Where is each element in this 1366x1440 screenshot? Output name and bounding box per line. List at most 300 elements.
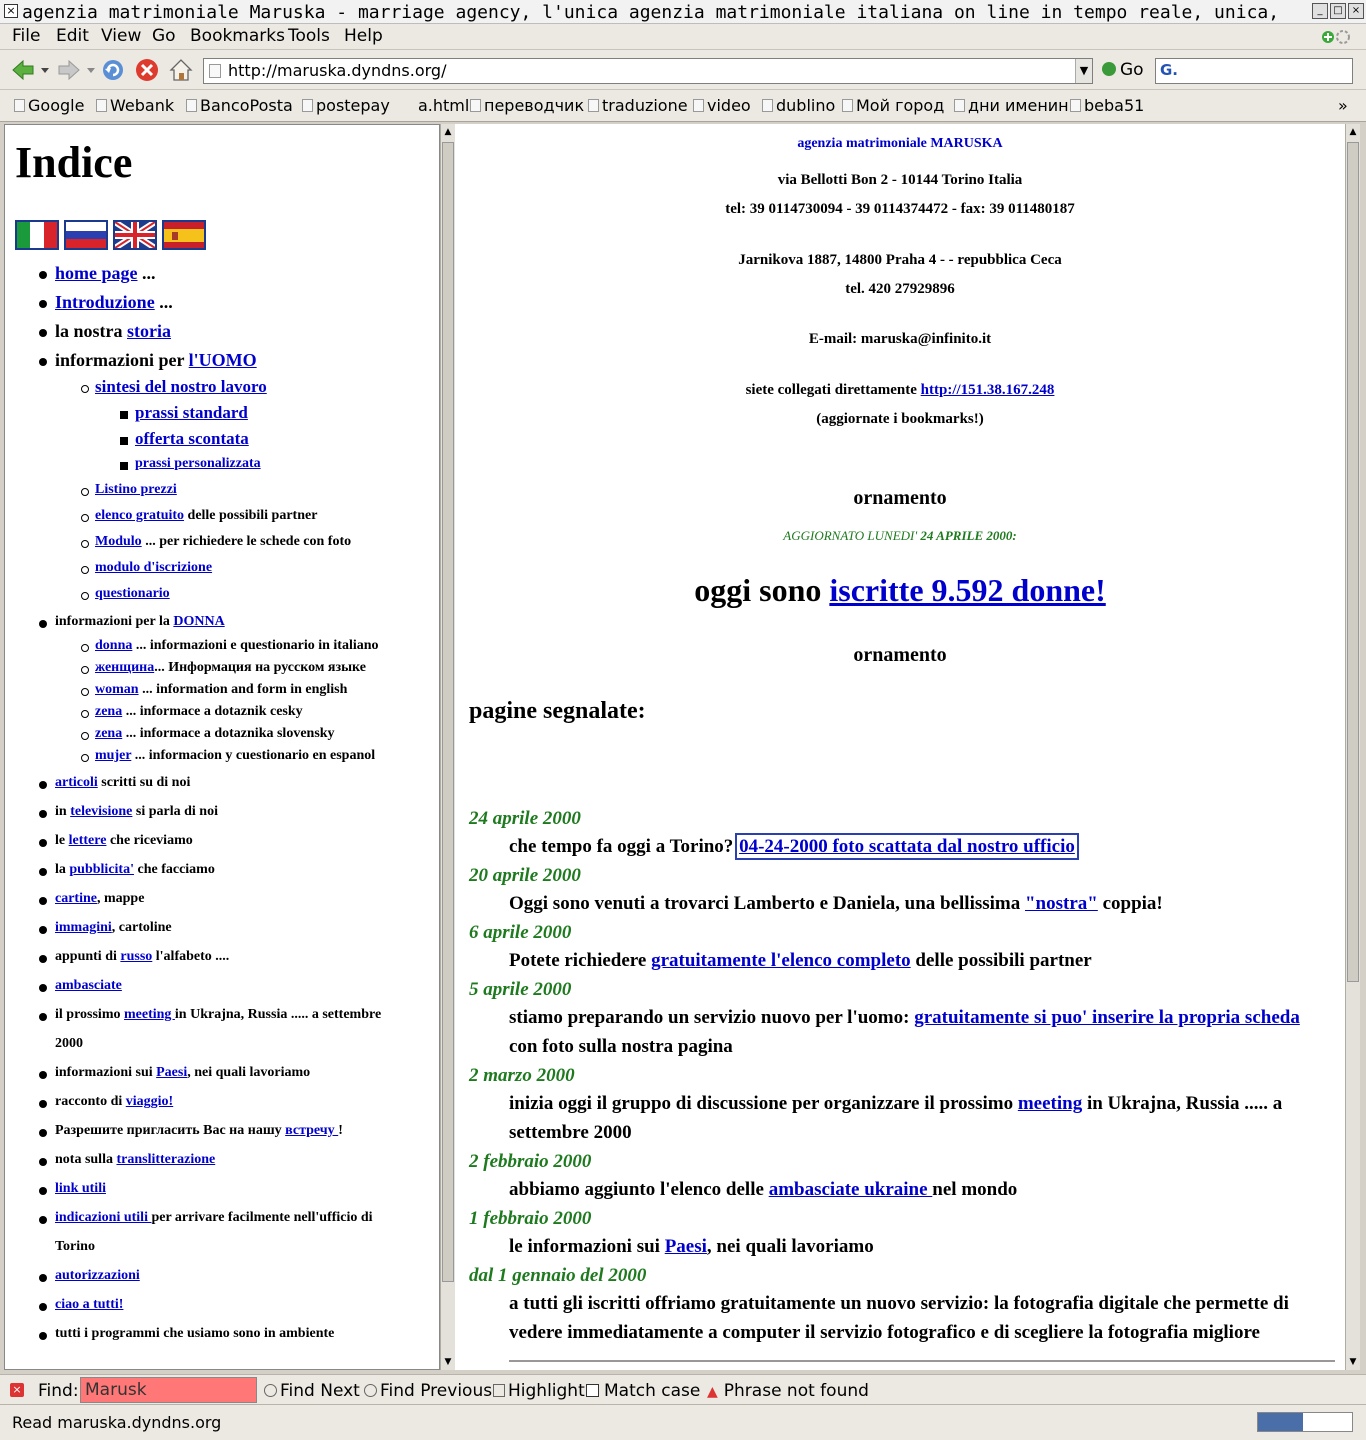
bookmark-page-icon — [762, 99, 773, 112]
news-text: , nei quali lavoriamo — [706, 1236, 874, 1257]
list-bullet — [39, 839, 47, 847]
bookmark-item[interactable] — [762, 96, 835, 115]
menu-bookmarks[interactable]: Bookmarks — [190, 26, 285, 46]
list-bullet — [81, 732, 89, 740]
bookmark-label: postepay — [316, 96, 390, 115]
index-item-link[interactable]: translitterazione — [116, 1152, 216, 1167]
index-item-link[interactable]: DONNA — [173, 614, 225, 629]
bookmark-page-icon — [842, 99, 853, 112]
index-item — [95, 660, 366, 676]
index-item-text: ... Информация на русском языке — [154, 660, 366, 675]
list-bullet — [39, 1129, 47, 1137]
bookmark-item[interactable] — [842, 96, 944, 115]
index-item-text: , mappe — [96, 891, 145, 906]
left-scrollbar[interactable] — [440, 124, 455, 1370]
headline — [455, 572, 1345, 609]
index-item — [95, 482, 177, 498]
list-bullet — [120, 437, 128, 445]
bookmark-label: traduzione — [602, 96, 688, 115]
go-label: Go — [1120, 60, 1144, 80]
index-item-link[interactable]: meeting — [123, 1007, 175, 1022]
list-bullet — [120, 462, 128, 470]
news-entry — [509, 1122, 632, 1144]
list-bullet — [39, 781, 47, 789]
direct-link-line — [455, 382, 1345, 399]
news-text: delle possibili partner — [910, 950, 1092, 971]
forward-dropdown-icon[interactable] — [86, 65, 96, 75]
news-link[interactable]: "nostra" — [1025, 893, 1098, 914]
index-item-text: la nostra — [55, 321, 127, 341]
bookmark-label: Мой город — [856, 96, 945, 115]
index-item-link[interactable]: link utili — [55, 1181, 106, 1196]
home-icon[interactable] — [168, 57, 194, 83]
index-item-link[interactable]: zena — [95, 704, 123, 719]
index-item-link[interactable]: offerta scontata — [135, 429, 249, 448]
index-item-text: informazioni per la — [55, 614, 174, 629]
url-bar[interactable] — [203, 58, 1093, 84]
index-item-link[interactable]: elenco gratuito — [95, 508, 185, 523]
find-status — [707, 1381, 869, 1401]
index-item-text: il prossimo — [55, 1007, 124, 1022]
index-item-text: ... per richiedere le schede con foto — [141, 534, 352, 549]
index-item — [55, 1181, 106, 1197]
email-address: E-mail: maruska@infinito.it — [808, 331, 992, 347]
index-item-link[interactable]: modulo d'iscrizione — [95, 560, 213, 575]
window-menu-icon[interactable]: × — [4, 4, 18, 18]
close-find-icon[interactable]: × — [10, 1383, 24, 1397]
index-item-link[interactable]: russo — [120, 949, 153, 964]
list-bullet — [81, 488, 89, 496]
list-bullet — [39, 358, 47, 366]
main-frame-content — [455, 124, 1345, 1370]
match-case-label: Match case — [604, 1381, 701, 1401]
index-item — [95, 638, 379, 654]
list-bullet — [81, 514, 89, 522]
index-item-link[interactable]: Modulo — [95, 534, 142, 549]
list-bullet — [81, 710, 89, 718]
index-item-text: , nei quali lavoriamo — [187, 1065, 311, 1080]
list-bullet — [39, 1013, 47, 1021]
index-item-link[interactable]: televisione — [70, 804, 133, 819]
forward-arrow-icon[interactable] — [56, 57, 82, 83]
highlight-icon — [493, 1384, 505, 1397]
index-item-link[interactable]: ambasciate — [55, 978, 122, 993]
bookmark-label: dublino — [776, 96, 836, 115]
index-item-text: 2000 — [55, 1036, 83, 1051]
index-item — [95, 534, 351, 550]
go-icon — [1102, 62, 1116, 76]
index-item — [95, 682, 347, 698]
find-input[interactable]: Marusk — [80, 1377, 257, 1403]
news-link[interactable]: gratuitamente l'elenco completo — [651, 950, 911, 971]
warning-icon: ▲ — [707, 1384, 718, 1400]
bookmark-label: Google — [28, 96, 85, 115]
bookmark-page-icon — [186, 99, 197, 112]
updated-notice — [455, 528, 1345, 544]
bookmark-item[interactable] — [588, 96, 688, 115]
index-item — [55, 1094, 173, 1110]
news-entry — [509, 1293, 1289, 1315]
scroll-up-icon[interactable]: ▲ — [1349, 127, 1357, 137]
news-text: Oggi sono venuti a trovarci Lamberto e Daniela, una bellissima — [509, 893, 1025, 914]
index-item — [55, 292, 173, 313]
news-entry — [509, 1007, 1300, 1029]
list-bullet — [81, 566, 89, 574]
reload-icon[interactable] — [100, 57, 126, 83]
list-bullet — [39, 1274, 47, 1282]
bookmark-label: Webank — [110, 96, 175, 115]
find-status-text: Phrase not found — [723, 1381, 869, 1401]
list-bullet — [81, 688, 89, 696]
index-item-link[interactable]: Listino prezzi — [95, 482, 177, 497]
find-next-label: Find Next — [280, 1381, 360, 1401]
news-link[interactable]: ambasciate ukraine — [768, 1179, 933, 1200]
index-item-link[interactable]: questionario — [95, 586, 170, 601]
bookmark-page-icon — [588, 99, 599, 112]
news-date: 1 febbraio 2000 — [469, 1208, 592, 1229]
index-item — [55, 920, 172, 936]
index-item — [55, 1036, 83, 1052]
index-item-link[interactable]: articoli — [55, 775, 98, 790]
index-item — [55, 1123, 343, 1139]
news-date: 6 aprile 2000 — [469, 922, 572, 943]
index-item-text: ... informace a dotaznik cesky — [122, 704, 303, 719]
highlight-label: Highlight — [508, 1381, 585, 1401]
news-date: 24 aprile 2000 — [469, 808, 581, 829]
maximize-button[interactable]: □ — [1330, 3, 1346, 19]
title-bar — [0, 0, 1366, 24]
news-text: a tutti gli iscritti offriamo gratuitamente un nuovo servizio: la fotografia digitale che permette di — [509, 1293, 1289, 1314]
registered-women-link[interactable]: iscritte 9.592 donne! — [829, 572, 1106, 608]
list-bullet — [39, 1216, 47, 1224]
news-date: dal 1 gennaio del 2000 — [469, 1265, 647, 1286]
find-bar — [0, 1374, 1366, 1404]
menu-help[interactable]: Help — [344, 26, 383, 46]
direct-ip-link[interactable]: http://151.38.167.248 — [920, 382, 1055, 398]
index-item-text: informazioni sui — [55, 1065, 157, 1080]
index-item-text: ... — [137, 263, 156, 283]
page-icon — [209, 64, 221, 78]
index-item-text: Разрешите пригласить Вас на нашу — [55, 1123, 286, 1138]
url-history-dropdown[interactable]: ▼ — [1075, 59, 1092, 83]
stop-icon[interactable] — [134, 57, 160, 83]
index-item-text: ... informazioni e questionario in italiano — [132, 638, 379, 653]
news-link[interactable]: gratuitamente si puo' inserire la propria scheda — [914, 1007, 1300, 1028]
index-item-link[interactable]: woman — [95, 682, 139, 697]
url-text: http://maruska.dyndns.org/ — [228, 61, 447, 80]
find-previous-button[interactable] — [364, 1381, 492, 1401]
index-item-text: che facciamo — [133, 862, 215, 877]
index-item-text: delle possibili partner — [184, 508, 318, 523]
bookmark-label: BancoPosta — [200, 96, 293, 115]
news-text: le informazioni sui — [509, 1236, 665, 1257]
bookmarks-overflow-icon[interactable]: » — [1338, 96, 1348, 115]
scroll-down-icon[interactable]: ▼ — [444, 1357, 452, 1367]
scroll-down-icon[interactable]: ▼ — [1349, 1357, 1357, 1367]
bookmark-page-icon — [96, 99, 107, 112]
index-item-link[interactable]: autorizzazioni — [55, 1268, 140, 1283]
list-bullet — [81, 644, 89, 652]
right-scrollbar[interactable] — [1345, 124, 1360, 1370]
bookmark-page-icon — [14, 99, 25, 112]
index-item — [55, 350, 257, 371]
index-item-text: le — [55, 833, 69, 848]
list-bullet — [39, 1158, 47, 1166]
index-item — [95, 508, 317, 524]
left-frame-index — [4, 124, 440, 1370]
navigation-toolbar — [0, 50, 1366, 90]
news-entry — [509, 1236, 874, 1258]
index-item-link[interactable]: ciao a tutti! — [55, 1297, 124, 1312]
spanish-flag-icon[interactable] — [162, 220, 206, 250]
list-bullet — [39, 1100, 47, 1108]
list-bullet — [39, 868, 47, 876]
list-bullet — [81, 666, 89, 674]
status-text: Read maruska.dyndns.org — [12, 1413, 222, 1432]
news-date: 2 febbraio 2000 — [469, 1151, 592, 1172]
find-previous-icon — [364, 1384, 377, 1397]
bookmark-label: a.html — [418, 96, 470, 115]
index-item-text: che riceviamo — [106, 833, 193, 848]
news-link[interactable]: 04-24-2000 foto scattata dal nostro ufficio — [739, 836, 1075, 857]
index-item — [135, 456, 261, 472]
index-item — [55, 833, 193, 849]
index-item-text: si parla di noi — [132, 804, 218, 819]
news-text: settembre 2000 — [509, 1122, 632, 1143]
index-item-text: tutti i programmi che usiamo sono in ambiente — [55, 1326, 335, 1341]
direct-link-prefix: siete collegati direttamente — [745, 382, 921, 398]
menu-file[interactable]: File — [12, 26, 41, 46]
bookmark-item[interactable] — [14, 96, 84, 115]
news-text: stiamo preparando un servizio nuovo per l'uomo: — [509, 1007, 915, 1028]
progress-meter — [1257, 1412, 1353, 1432]
right-scroll-thumb[interactable] — [1347, 142, 1359, 982]
bookmark-label: beba51 — [1084, 96, 1145, 115]
bookmark-page-icon — [693, 99, 704, 112]
news-text: nel mondo — [932, 1179, 1018, 1200]
news-text: in Ukrajna, Russia ..... a — [1082, 1093, 1283, 1114]
index-item-text: , cartoline — [111, 920, 172, 935]
index-item — [55, 1268, 140, 1284]
index-item-text: la — [55, 862, 70, 877]
index-item-text: informazioni per — [55, 350, 189, 370]
address-italy: via Bellotti Bon 2 - 10144 Torino Italia — [777, 172, 1023, 188]
close-button[interactable]: × — [1348, 3, 1364, 19]
index-item-link[interactable]: женщина — [95, 660, 155, 675]
index-item-link[interactable]: встречу — [285, 1123, 339, 1138]
find-next-button[interactable] — [264, 1381, 360, 1401]
list-bullet — [120, 411, 128, 419]
index-item — [55, 1326, 334, 1342]
index-item — [55, 1297, 123, 1313]
find-previous-label: Find Previous — [380, 1381, 493, 1401]
index-item-link[interactable]: home page — [55, 263, 138, 283]
list-bullet — [39, 1071, 47, 1079]
bookmark-item[interactable] — [470, 96, 584, 115]
list-bullet — [81, 754, 89, 762]
index-item — [55, 978, 122, 994]
bookmarks-toolbar — [0, 90, 1366, 122]
index-item-link[interactable]: storia — [127, 321, 171, 341]
index-item — [55, 804, 218, 820]
index-item-text: ... information and form in english — [138, 682, 348, 697]
index-item — [135, 429, 249, 449]
list-bullet — [39, 329, 47, 337]
window-title: agenzia matrimoniale Maruska - marriage agency, l'unica agenzia matrimoniale italiana on line in tempo reale, unica, — [22, 2, 1280, 23]
index-item — [95, 560, 212, 576]
list-bullet — [39, 984, 47, 992]
news-text: con foto sulla nostra pagina — [509, 1036, 733, 1057]
menu-edit[interactable]: Edit — [56, 26, 89, 46]
list-bullet — [39, 1332, 47, 1340]
index-item-text: ... — [154, 292, 173, 312]
index-item — [55, 775, 190, 791]
list-bullet — [81, 592, 89, 600]
go-button[interactable] — [1102, 60, 1144, 80]
match-case-checkbox[interactable] — [586, 1381, 700, 1401]
bookmark-item[interactable] — [96, 96, 174, 115]
headline-prefix: oggi sono — [694, 572, 830, 608]
left-scroll-thumb[interactable] — [442, 142, 454, 1282]
index-heading: Indice — [15, 138, 133, 187]
news-text: Potete richiedere — [509, 950, 652, 971]
index-item — [55, 862, 215, 878]
news-entry — [509, 1179, 1017, 1201]
menu-tools[interactable]: Tools — [288, 26, 330, 46]
index-item-text: Torino — [55, 1239, 95, 1254]
find-label: Find: — [38, 1381, 79, 1401]
bookmark-label: дни именин — [968, 96, 1069, 115]
index-item — [55, 263, 156, 284]
bookmark-item[interactable] — [404, 96, 469, 115]
news-date: 2 marzo 2000 — [469, 1065, 575, 1086]
index-item-link[interactable]: pubblicita' — [69, 862, 134, 877]
index-item-link[interactable]: cartine — [55, 891, 97, 906]
list-bullet — [39, 926, 47, 934]
index-item-text: racconto di — [55, 1094, 126, 1109]
google-search-icon[interactable]: G. — [1160, 61, 1179, 79]
bookmark-item[interactable] — [954, 96, 1069, 115]
index-item-link[interactable]: lettere — [68, 833, 107, 848]
index-item — [55, 891, 144, 907]
russian-flag-icon[interactable] — [64, 220, 108, 250]
list-bullet — [39, 620, 47, 628]
divider — [509, 1360, 1335, 1362]
news-text: inizia oggi il gruppo di discussione per organizzare il prossimo — [509, 1093, 1018, 1114]
news-text: coppia! — [1097, 893, 1163, 914]
index-item-text: ... informacion y cuestionario en espanol — [131, 748, 376, 763]
index-item — [135, 403, 248, 423]
news-text: che tempo fa oggi a Torino? — [509, 836, 739, 857]
news-date: 5 aprile 2000 — [469, 979, 572, 1000]
menu-go[interactable]: Go — [152, 26, 176, 46]
index-item-link[interactable]: indicazioni utili — [55, 1210, 152, 1225]
news-entry — [509, 950, 1092, 972]
index-item — [55, 1239, 95, 1255]
index-item-link[interactable]: prassi standard — [135, 403, 248, 422]
activity-throbber-icon — [1320, 28, 1350, 46]
bookmark-item[interactable] — [693, 96, 751, 115]
news-entry — [509, 836, 1076, 858]
search-input[interactable] — [1155, 58, 1353, 84]
list-bullet — [81, 540, 89, 548]
phone-italy: tel: 39 0114730094 - 39 0114374472 - fax: 39 011480187 — [725, 201, 1075, 217]
index-item-link[interactable]: immagini — [55, 920, 112, 935]
bookmark-page-icon — [954, 99, 965, 112]
updated-date: 24 APRILE 2000: — [917, 528, 1017, 543]
news-entry — [509, 893, 1163, 915]
index-item-link[interactable]: prassi personalizzata — [135, 456, 261, 471]
list-bullet — [39, 897, 47, 905]
index-item-text: ... informace a dotaznika slovensky — [122, 726, 335, 741]
index-item-text: l'alfabeto .... — [152, 949, 230, 964]
news-link[interactable]: Paesi — [664, 1236, 707, 1257]
bookmark-item[interactable] — [186, 96, 293, 115]
index-item-link[interactable]: l'UOMO — [188, 350, 257, 370]
ornament-image-2: ornamento — [853, 644, 947, 666]
list-bullet — [39, 955, 47, 963]
scroll-up-icon[interactable]: ▲ — [444, 127, 452, 137]
index-item — [55, 1152, 215, 1168]
british-flag-icon[interactable] — [113, 220, 157, 250]
bookmark-note: (aggiornate i bookmarks!) — [816, 411, 984, 427]
list-bullet — [39, 810, 47, 818]
bookmark-item[interactable] — [1070, 96, 1144, 115]
list-bullet — [39, 1303, 47, 1311]
match-case-box[interactable] — [586, 1384, 599, 1397]
index-item — [95, 377, 267, 397]
bookmark-page-icon — [302, 99, 313, 112]
news-date: 20 aprile 2000 — [469, 865, 581, 886]
bookmark-label: video — [707, 96, 751, 115]
bookmark-page-icon — [1070, 99, 1081, 112]
index-item — [95, 726, 335, 742]
index-item-link[interactable]: sintesi del nostro lavoro — [95, 377, 267, 396]
highlight-button[interactable] — [493, 1381, 585, 1401]
ornament-image-1: ornamento — [853, 487, 947, 509]
back-arrow-icon[interactable] — [10, 57, 36, 83]
index-item-text: nota sulla — [55, 1152, 117, 1167]
bookmark-label: переводчик — [484, 96, 585, 115]
index-item-link[interactable]: Introduzione — [55, 292, 155, 312]
index-item — [95, 704, 303, 720]
list-bullet — [39, 271, 47, 279]
news-text: vedere immediatamente a computer il servizio fotografico e di scegliere la fotografia migliore — [509, 1322, 1260, 1343]
index-item — [55, 1007, 381, 1023]
back-dropdown-icon[interactable] — [40, 65, 50, 75]
news-entry — [509, 1036, 733, 1058]
menu-view[interactable]: View — [101, 26, 142, 46]
list-bullet — [39, 1187, 47, 1195]
index-item-link[interactable]: mujer — [95, 748, 132, 763]
index-item-link[interactable]: zena — [95, 726, 123, 741]
index-item-link[interactable]: donna — [95, 638, 133, 653]
updated-label: AGGIORNATO LUNEDI' — [783, 528, 918, 543]
italian-flag-icon[interactable] — [15, 220, 59, 250]
index-item — [55, 949, 229, 965]
index-item-text: ! — [338, 1123, 343, 1138]
news-link[interactable]: meeting — [1017, 1093, 1083, 1114]
index-item-text: in Ukrajna, Russia ..... a settembre — [174, 1007, 382, 1022]
index-item-link[interactable]: viaggio! — [125, 1094, 174, 1109]
index-item — [55, 614, 225, 630]
bookmark-item[interactable] — [302, 96, 390, 115]
index-item-link[interactable]: Paesi — [156, 1065, 188, 1080]
index-item-text: per arrivare facilmente nell'ufficio di — [151, 1210, 373, 1225]
agency-name: agenzia matrimoniale MARUSKA — [797, 136, 1003, 151]
progress-fill — [1258, 1413, 1303, 1431]
minimize-button[interactable]: _ — [1312, 3, 1328, 19]
